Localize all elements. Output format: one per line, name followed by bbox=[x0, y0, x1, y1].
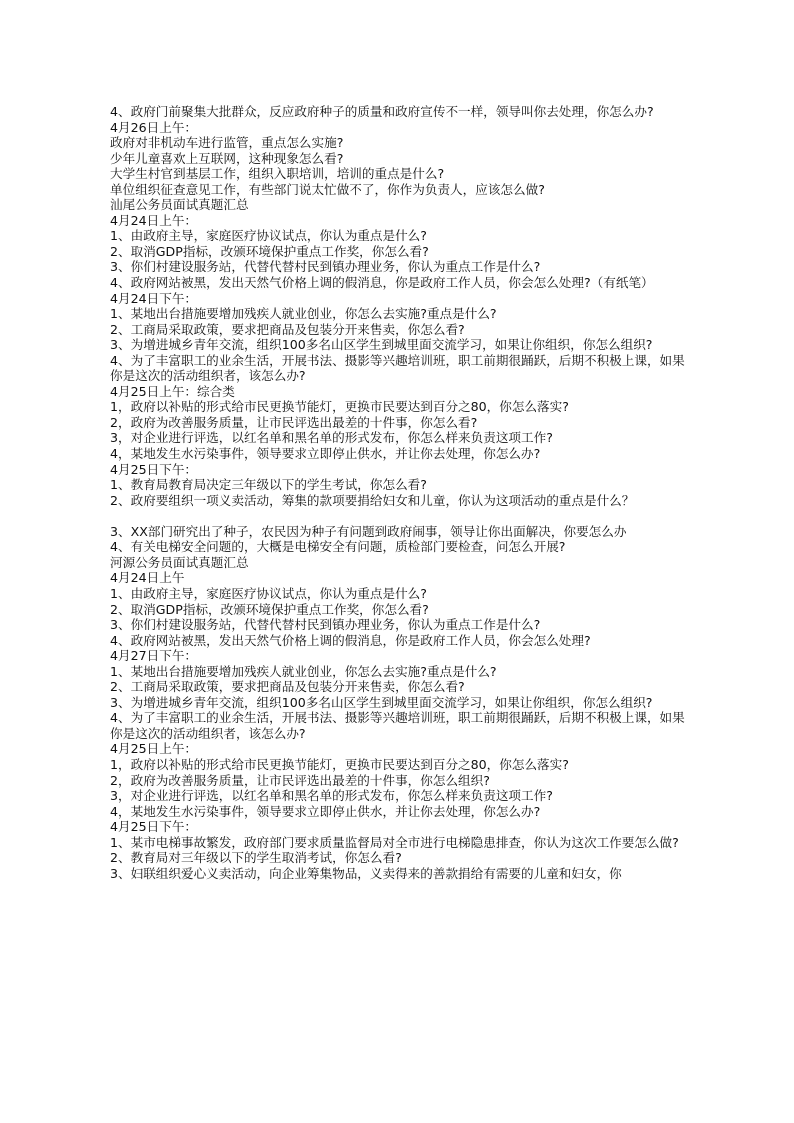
question-text: 2、政府要组织一项义卖活动，筹集的款项要捐给妇女和儿童，你认为这项活动的重点是什么？ bbox=[110, 492, 635, 508]
session-heading: 4月25日下午： bbox=[110, 819, 198, 835]
question-text: 2、取消GDP指标，改颁环境保护重点工作奖，你怎么看? bbox=[110, 601, 429, 617]
section-title: 汕尾公务员面试真题汇总 bbox=[110, 197, 249, 213]
question-text: 2、取消GDP指标，改颁环境保护重点工作奖，你怎么看? bbox=[110, 243, 429, 259]
question-text: 4，某地发生水污染事件，领导要求立即停止供水，并让你去处理，你怎么办? bbox=[110, 803, 541, 819]
session-heading: 4月26日上午： bbox=[110, 119, 198, 135]
question-text: 1、教育局教育局决定三年级以下的学生考试，你怎么看? bbox=[110, 477, 427, 493]
question-text: 3、XX部门研究出了种子，农民因为种子有问题到政府闹事，领导让你出面解决，你要怎么办 bbox=[110, 523, 627, 539]
question-text: 1，政府以补贴的形式给市民更换节能灯，更换市民要达到百分之80，你怎么落实? bbox=[110, 399, 569, 415]
section-title: 河源公务员面试真题汇总 bbox=[110, 554, 249, 570]
question-text: 3，对企业进行评选，以红名单和黑名单的形式发布，你怎么样来负责这项工作? bbox=[110, 430, 553, 446]
question-text: 2，政府为改善服务质量，让市民评选出最差的十件事，你怎么组织? bbox=[110, 772, 490, 788]
question-text: 2，政府为改善服务质量，让市民评选出最差的十件事，你怎么看? bbox=[110, 414, 478, 430]
document-page bbox=[110, 104, 694, 881]
question-text: 4、政府网站被黑，发出天然气价格上调的假消息，你是政府工作人员，你会怎么处理?（有纸笔） bbox=[110, 275, 654, 291]
question-text: 1、某地出台措施要增加残疾人就业创业，你怎么去实施?重点是什么? bbox=[110, 663, 497, 679]
question-text: 1、由政府主导，家庭医疗协议试点，你认为重点是什么? bbox=[110, 585, 427, 601]
question-text: 4、政府门前聚集大批群众，反应政府种子的质量和政府宣传不一样，领导叫你去处理，你怎么办? bbox=[110, 104, 654, 119]
question-text: 1、某市电梯事故繁发，政府部门要求质量监督局对全市进行电梯隐患排查，你认为这次工作要怎么做? bbox=[110, 834, 679, 850]
question-text: 1、某地出台措施要增加残疾人就业创业，你怎么去实施?重点是什么? bbox=[110, 306, 497, 322]
question-text: 3、妇联组织爱心义卖活动，向企业筹集物品，义卖得来的善款捐给有需要的儿童和妇女，你 bbox=[110, 865, 622, 881]
blank-line bbox=[110, 508, 694, 524]
question-text: 3、你们村建设服务站，代替代替村民到镇办理业务，你认为重点工作是什么? bbox=[110, 617, 541, 633]
session-heading: 4月24日下午： bbox=[110, 290, 198, 306]
session-heading: 4月24日上午 bbox=[110, 570, 185, 586]
question-text: 1，政府以补贴的形式给市民更换节能灯，更换市民要达到百分之80，你怎么落实? bbox=[110, 756, 569, 772]
question-text: 2、工商局采取政策，要求把商品及包装分开来售卖，你怎么看? bbox=[110, 679, 465, 695]
question-text: 3、为增进城乡青年交流，组织100多名山区学生到城里面交流学习，如果让你组织，你怎么组织? bbox=[110, 337, 653, 353]
question-text: 4、政府网站被黑，发出天然气价格上调的假消息，你是政府工作人员，你会怎么处理? bbox=[110, 632, 591, 648]
question-text: 政府对非机动车进行监管，重点怎么实施? bbox=[110, 135, 344, 151]
question-text: 2、工商局采取政策，要求把商品及包装分开来售卖，你怎么看? bbox=[110, 321, 465, 337]
session-heading: 4月24日上午： bbox=[110, 212, 198, 228]
question-text: 4、为了丰富职工的业余生活，开展书法、摄影等兴趣培训班，职工前期很踊跃，后期不积极上课，如果你是这次的活动组织者，该怎么办? bbox=[110, 352, 685, 384]
question-text: 3、你们村建设服务站，代替代替村民到镇办理业务，你认为重点工作是什么? bbox=[110, 259, 541, 275]
question-text: 3、为增进城乡青年交流，组织100多名山区学生到城里面交流学习，如果让你组织，你怎么组织? bbox=[110, 694, 653, 710]
question-text: 大学生村官到基层工作，组织入职培训，培训的重点是什么? bbox=[110, 166, 445, 182]
question-text: 少年儿童喜欢上互联网，这种现象怎么看? bbox=[110, 150, 344, 166]
question-text: 4、有关电梯安全问题的，大概是电梯安全有问题，质检部门要检查，问怎么开展? bbox=[110, 539, 566, 555]
session-heading: 4月25日上午：综合类 bbox=[110, 383, 235, 399]
question-text: 3，对企业进行评选，以红名单和黑名单的形式发布，你怎么样来负责这项工作? bbox=[110, 788, 553, 804]
session-heading: 4月27日下午： bbox=[110, 648, 198, 664]
question-text: 4，某地发生水污染事件，领导要求立即停止供水，并让你去处理，你怎么办? bbox=[110, 446, 541, 462]
question-text: 2、教育局对三年级以下的学生取消考试，你怎么看? bbox=[110, 850, 402, 866]
question-text: 1、由政府主导，家庭医疗协议试点，你认为重点是什么? bbox=[110, 228, 427, 244]
session-heading: 4月25日下午： bbox=[110, 461, 198, 477]
question-text: 4、为了丰富职工的业余生活，开展书法、摄影等兴趣培训班，职工前期很踊跃，后期不积极上课，如果你是这次的活动组织者，该怎么办? bbox=[110, 710, 685, 741]
session-heading: 4月25日上午： bbox=[110, 741, 198, 757]
question-text: 单位组织征查意见工作，有些部门说太忙做不了，你作为负责人，应该怎么做? bbox=[110, 181, 545, 197]
